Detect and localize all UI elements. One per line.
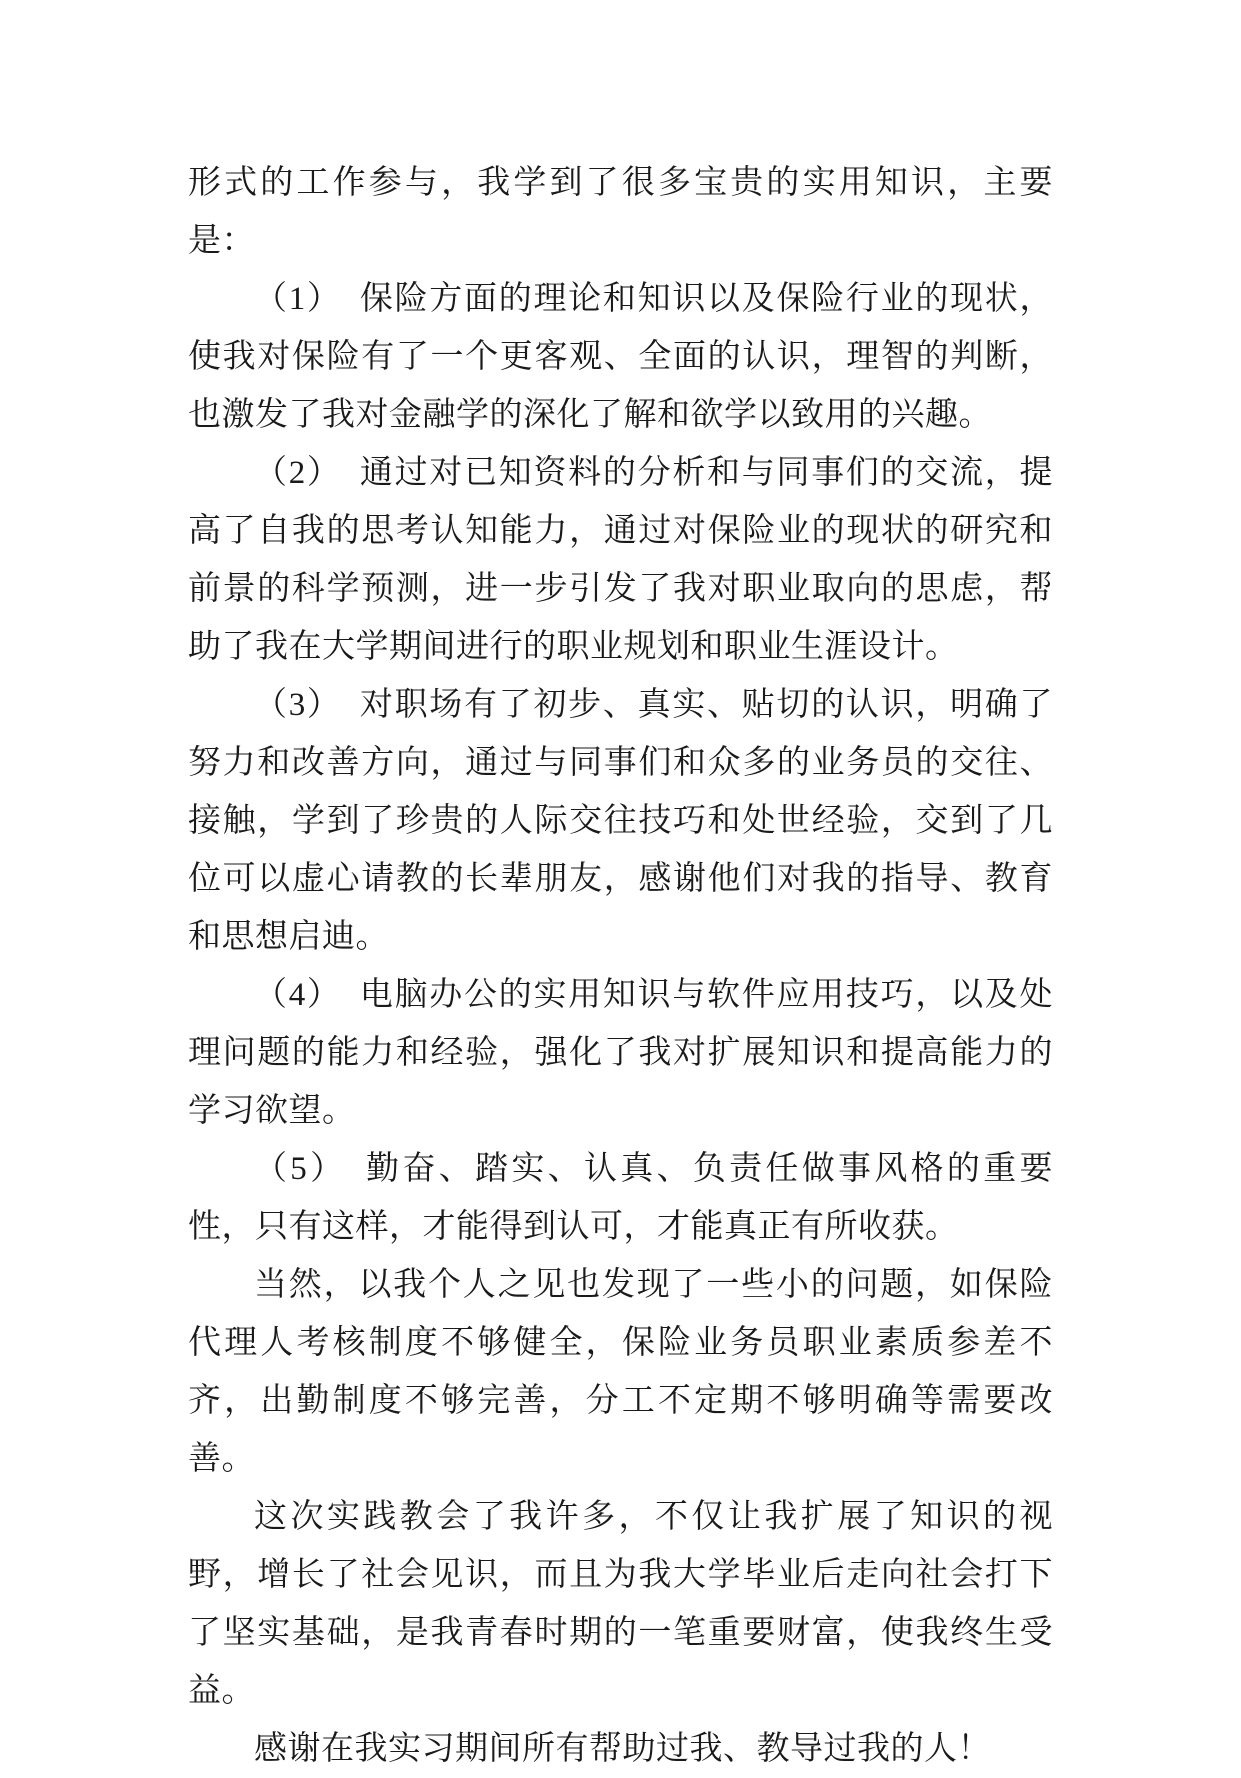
paragraph: 这次实践教会了我许多，不仅让我扩展了知识的视野，增长了社会见识，而且为我大学毕业后走向社会打下了坚实基础，是我青春时期的一笔重要财富，使我终生受益。 [188, 1499, 1053, 1709]
paragraph: （1） 保险方面的理论和知识以及保险行业的现状，使我对保险有了一个更客观、全面的认识，理智的判断，也激发了我对金融学的深化了解和欲学以致用的兴趣。 [188, 281, 1053, 433]
paragraph: 感谢在我实习期间所有帮助过我、教导过我的人！ [254, 1731, 991, 1767]
paragraph: 形式的工作参与，我学到了很多宝贵的实用知识，主要是： [188, 165, 1053, 259]
paragraph: （3） 对职场有了初步、真实、贴切的认识，明确了努力和改善方向，通过与同事们和众多的业务员的交往、接触，学到了珍贵的人际交往技巧和处世经验，交到了几位可以虚心请教的长辈朋友，感谢他们对我的指导、教育和思想启迪。 [188, 687, 1053, 955]
paragraph: （2） 通过对已知资料的分析和与同事们的交流，提高了自我的思考认知能力，通过对保险业的现状的研究和前景的科学预测，进一步引发了我对职业取向的思虑，帮助了我在大学期间进行的职业规划和职业生涯设计。 [188, 455, 1053, 665]
document-text-block [188, 154, 1053, 1778]
paragraph: （5） 勤奋、踏实、认真、负责任做事风格的重要性，只有这样，才能得到认可，才能真正有所收获。 [188, 1151, 1053, 1245]
paragraph: 当然，以我个人之见也发现了一些小的问题，如保险代理人考核制度不够健全，保险业务员职业素质参差不齐，出勤制度不够完善，分工不定期不够明确等需要改善。 [188, 1267, 1053, 1477]
paragraph: （4） 电脑办公的实用知识与软件应用技巧，以及处理问题的能力和经验，强化了我对扩展知识和提高能力的学习欲望。 [188, 977, 1053, 1129]
